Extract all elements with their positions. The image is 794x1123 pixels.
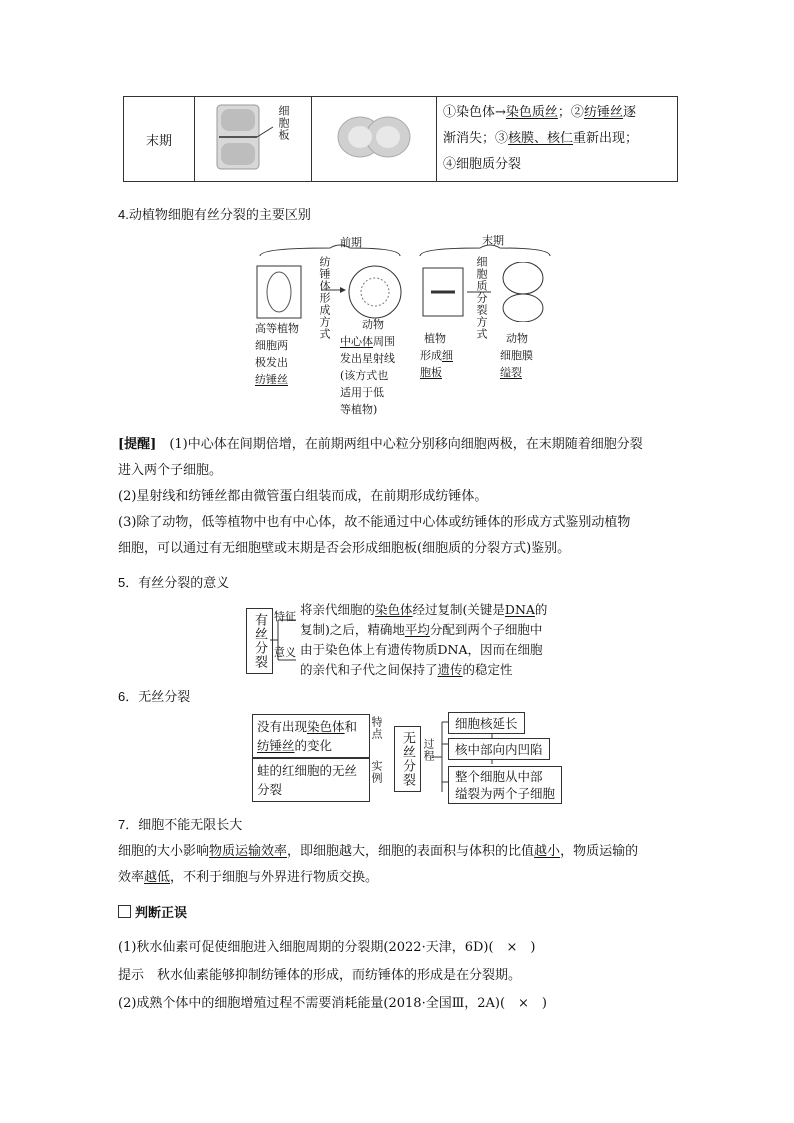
section-5-heading: 5．有丝分裂的意义 [118,575,230,590]
answer-1: 提示 秋水仙素能够抑制纺锤体的形成，而纺锤体的形成是在分裂期。 [118,968,522,983]
prophase-label: 前期 [340,236,362,249]
animal-telophase-image [312,97,436,177]
telophase-notes [437,97,678,182]
plant-cytokinesis-text: 植物 形成细 胞板 [420,332,453,379]
process-label: 过程 [422,738,435,762]
plant-telophase-image [195,97,311,177]
tip-label: [提醒] [118,437,157,452]
tip-block: [提醒] (1)中心体在间期倍增，在前期两组中心粒分别移向细胞两极，在末期随着细胞分裂 进入两个子细胞。 (2)星射线和纺锤丝都由微管蛋白组装而成，在前期形成纺锤体。 (3)除了动物，低等植物中也有中心体，故不能通过中心体或纺锤体的形成方式鉴别动植物 细胞，可以通过有无细胞壁或末期是否会形成细胞板(细胞质的分裂方式)鉴别。 [118,437,643,556]
feature-label-6: 特点 [370,716,383,740]
example-label-6: 实例 [370,760,383,784]
animal-image-cell [312,97,437,182]
mitosis-box: 有丝分裂 [246,608,273,674]
mitosis-text: 将亲代细胞的染色体经过复制(关键是DNA的 复制)之后，精确地平均分配到两个子细胞中 由于染色体上有遗传物质DNA，因而在细胞 的亲代和子代之间保持了遗传的稳定性 [300,602,548,677]
section-4-cells [255,262,560,322]
note-line-1: ①染色体→染色质丝；②纺锤丝逐 [443,105,636,120]
telophase-table [123,96,678,182]
animal-cytokinesis-text: 动物 细胞膜 缢裂 [500,332,533,379]
mid-label-cytokinesis: 细胞质分裂方式 [475,256,488,340]
edit-icon [118,905,131,918]
cell-plate-label: 细胞板 [277,105,290,141]
phase-label: 末期 [145,133,172,149]
section-7-text: 细胞的大小影响物质运输效率，即细胞越大，细胞的表面积与体积的比值越小，物质运输的 效率越低，不利于细胞与外界进行物质交换。 [118,843,639,884]
judge-items [118,934,698,1018]
note-line-2: 渐消失；③核膜、核仁重新出现； [443,131,639,146]
plant-spindle-text: 高等植物 细胞两 极发出 纺锤丝 [255,322,299,386]
plant-image-cell [195,97,312,182]
step-1-box: 细胞核延长 [448,712,525,734]
animal-spindle-text: 动物 中心体周围 发出星射线 (该方式也 适用于低 等植物) [340,318,395,416]
section-4-heading: 4.动植物细胞有丝分裂的主要区别 [118,207,311,222]
section-7-heading: 7．细胞不能无限长大 [118,817,243,832]
judge-heading: 判断正误 [118,902,187,921]
phase-cell [124,97,195,182]
step-2-box: 核中部向内凹陷 [448,738,550,760]
meaning-label: 意义 [274,646,296,659]
feature-box: 没有出现染色体和 纺锤丝的变化 [252,714,370,758]
feature-label: 特征 [274,610,296,623]
step-3-box: 整个细胞从中部 缢裂为两个子细胞 [448,766,562,804]
mid-label-spindle: 纺锤体形成方式 [318,256,331,340]
question-2: (2)成熟个体中的细胞增殖过程不需要消耗能量(2018·全国Ⅲ，2A)( × ) [118,996,548,1011]
example-box: 蛙的红细胞的无丝分裂 [252,758,370,802]
section-6-heading: 6．无丝分裂 [118,689,191,704]
amitosis-box: 无丝分裂 [394,726,421,792]
telophase-label: 末期 [482,234,504,247]
question-1: (1)秋水仙素可促使细胞进入细胞周期的分裂期(2022·天津，6D)( × ) [118,940,536,955]
note-line-3: ④细胞质分裂 [443,157,522,172]
